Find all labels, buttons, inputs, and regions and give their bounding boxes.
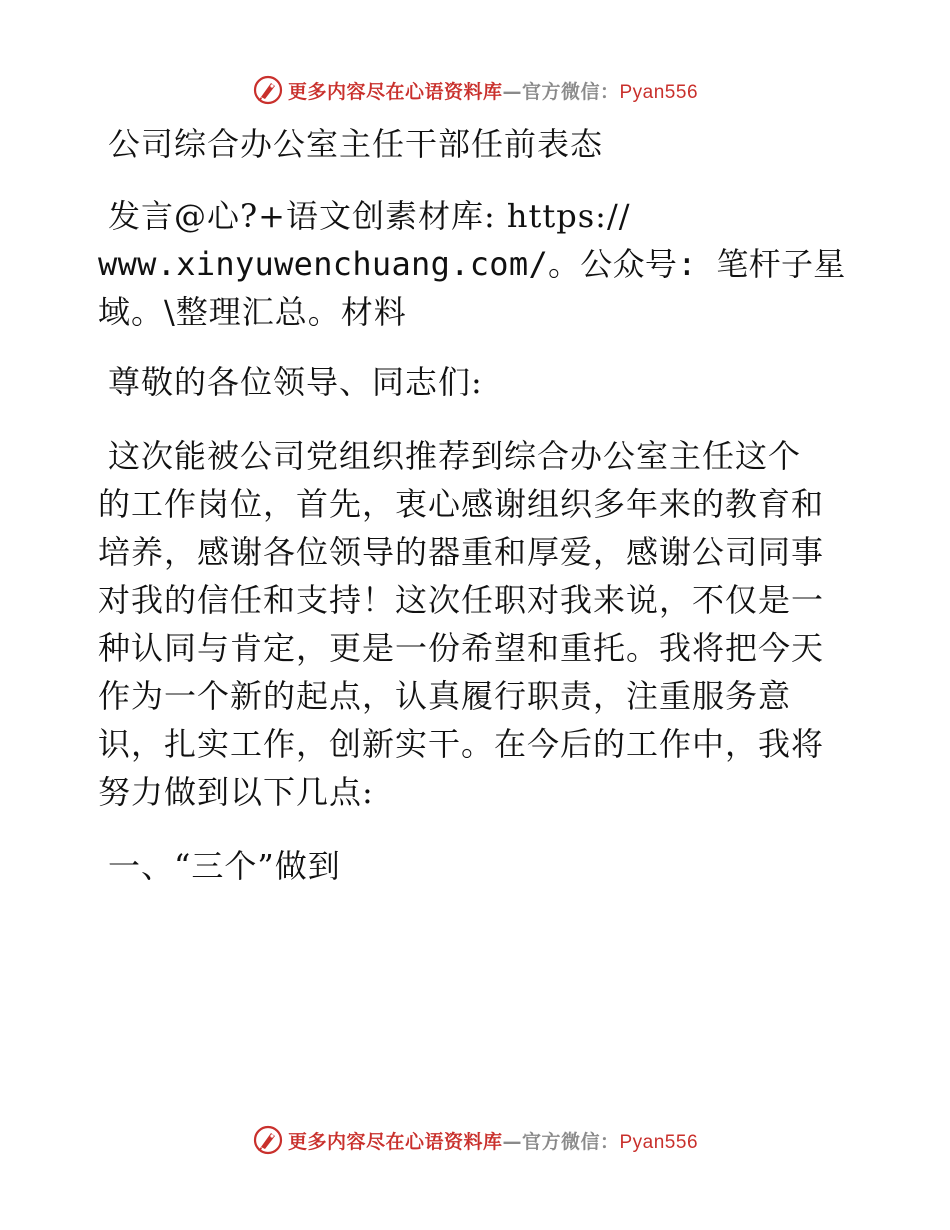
watermark-main: 更多内容尽在心语资料库 [287,1130,503,1153]
source-line-3: 域。\整理汇总。材料 [98,293,407,331]
body-line-5: 种认同与肯定，更是一份希望和重托。我将把今天 [98,629,825,667]
watermark-text [288,77,698,104]
watermark-wechat-id: Pyan556 [619,1131,699,1153]
body-line-3: 培养，感谢各位领导的器重和厚爱，感谢公司同事 [98,533,825,571]
watermark-main: 更多内容尽在心语资料库 [287,80,503,103]
body-line-8: 努力做到以下几点: [98,773,374,811]
body-line-7: 识，扎实工作，创新实干。在今后的工作中，我将 [98,725,825,763]
document-body [98,120,858,890]
section-heading: 一、“三个”做到 [108,847,341,885]
salutation: 尊敬的各位领导、同志们: [108,363,483,401]
watermark-banner-bottom [0,1120,950,1160]
watermark-wechat-id: Pyan556 [619,81,699,103]
watermark-banner-top [0,70,950,110]
body-line-4: 对我的信任和支持！这次任职对我来说，不仅是一 [98,581,825,619]
body-line-6: 作为一个新的起点，认真履行职责，注重服务意 [98,677,792,715]
watermark-dash: — [502,80,522,103]
pen-nib-circle-icon [252,74,284,106]
watermark-wechat-label: 官方微信： [521,1130,620,1153]
source-line-1: 发言@心?+语文创素材库: https:// [108,197,631,235]
body-line-2: 的工作岗位，首先，衷心感谢组织多年来的教育和 [98,485,825,523]
watermark-wechat-label: 官方微信： [521,80,620,103]
pen-nib-circle-icon [252,1124,284,1156]
body-line-1: 这次能被公司党组织推荐到综合办公室主任这个 [108,437,802,475]
watermark-dash: — [502,1130,522,1153]
document-title: 公司综合办公室主任干部任前表态 [108,125,604,163]
source-line-2: www.xinyuwenchuang.com/。公众号: 笔杆子星 [98,245,846,283]
watermark-text [288,1127,698,1154]
